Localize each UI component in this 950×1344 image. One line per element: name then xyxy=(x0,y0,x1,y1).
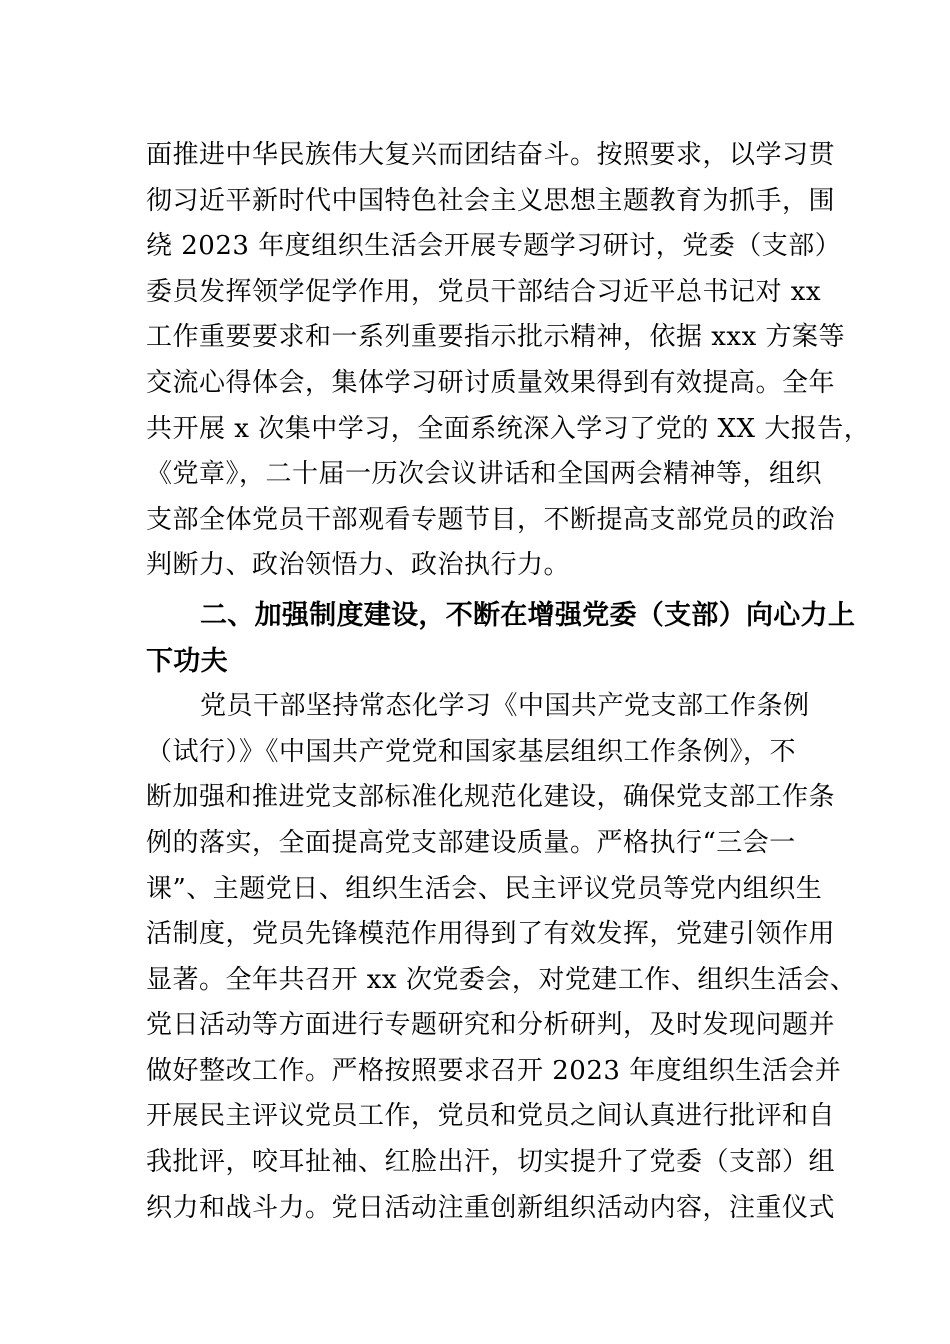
paragraph-line: 课”、主题党日、组织生活会、民主评议党员等党内组织生 xyxy=(146,873,823,904)
section-heading-line: 下功夫 xyxy=(146,645,228,677)
paragraph-line: 判断力、政治领悟力、政治执行力。 xyxy=(146,550,571,581)
paragraph-line: 《党章》，二十届一历次会议讲话和全国两会精神等，组织 xyxy=(146,459,823,490)
paragraph-2 xyxy=(146,684,857,1231)
paragraph-line: （试行）》《中国共产党党和国家基层组织工作条例》，不 xyxy=(146,736,797,767)
paragraph-line: 显著。全年共召开 xx 次党委会，对党建工作、组织生活会、 xyxy=(146,964,857,995)
document-body xyxy=(146,133,871,1231)
paragraph-line: 绕 2023 年度组织生活会开展专题学习研讨，党委（支部） xyxy=(146,231,842,262)
paragraph-line: 彻习近平新时代中国特色社会主义思想主题教育为抓手，围 xyxy=(146,185,836,216)
paragraph-line: 党日活动等方面进行专题研究和分析研判，及时发现问题并 xyxy=(146,1010,836,1041)
paragraph-line: 工作重要要求和一系列重要指示批示精神，依据 xxx 方案等 xyxy=(146,322,846,353)
paragraph-line: 我批评，咬耳扯袖、红脸出汗，切实提升了党委（支部）组 xyxy=(146,1147,836,1178)
paragraph-1 xyxy=(146,133,871,589)
paragraph-line: 开展民主评议党员工作，党员和党员之间认真进行批评和自 xyxy=(146,1101,836,1132)
paragraph-line: 例的落实，全面提高党支部建设质量。严格执行“三会一 xyxy=(146,827,796,858)
paragraph-line: 党员干部坚持常态化学习《中国共产党支部工作条例 xyxy=(200,691,810,722)
paragraph-line: 面推进中华民族伟大复兴而团结奋斗。按照要求，以学习贯 xyxy=(146,140,836,170)
paragraph-line: 活制度，党员先锋模范作用得到了有效发挥，党建引领作用 xyxy=(146,919,836,950)
paragraph-line: 织力和战斗力。党日活动注重创新组织活动内容，注重仪式 xyxy=(146,1192,836,1223)
section-heading-line: 二、加强制度建设，不断在增强党委（支部）向心力上 xyxy=(200,599,856,631)
paragraph-line: 交流心得体会，集体学习研讨质量效果得到有效提高。全年 xyxy=(146,367,836,398)
paragraph-line: 支部全体党员干部观看专题节目，不断提高支部党员的政治 xyxy=(146,504,836,535)
paragraph-line: 委员发挥领学促学作用，党员干部结合习近平总书记对 xx xyxy=(146,276,822,307)
paragraph-line: 断加强和推进党支部标准化规范化建设，确保党支部工作条 xyxy=(146,782,836,813)
paragraph-line: 做好整改工作。严格按照要求召开 2023 年度组织生活会并 xyxy=(146,1055,842,1086)
paragraph-line: 共开展 x 次集中学习，全面系统深入学习了党的 XX 大报告， xyxy=(146,413,871,444)
section-heading xyxy=(146,593,856,684)
